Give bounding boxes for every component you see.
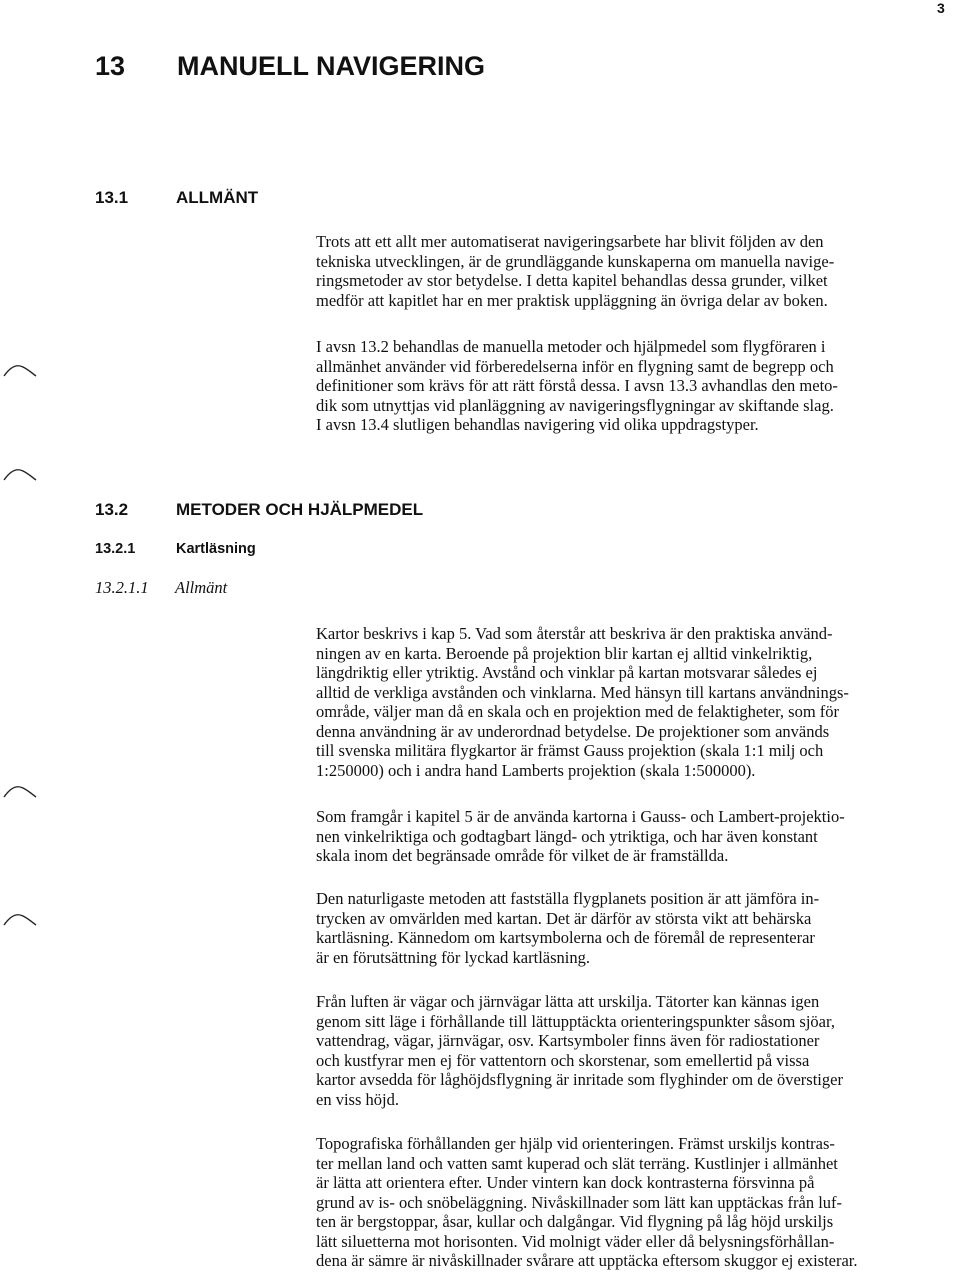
subsubsection-heading-13-2-1-1 <box>95 578 227 598</box>
paragraph <box>316 337 952 435</box>
section-heading-13-1 <box>95 188 258 208</box>
text-line: 1:250000) och i andra hand Lamberts projektion (skala 1:500000). <box>316 760 756 780</box>
paragraph <box>316 1134 952 1271</box>
section-number: 13.2 <box>95 500 129 519</box>
text-line: trycken av omvärlden med kartan. Det är därför av största vikt att behärska <box>316 908 812 928</box>
text-line: vattendrag, vägar, järnvägar, osv. Kartsymboler finns även för radiostationer <box>316 1031 820 1050</box>
margin-scan-mark <box>3 784 37 798</box>
text-line: dena är sämre är nivåskillnader svårare att upptäcka eftersom skuggor ej existerar. <box>316 1251 858 1270</box>
paragraph <box>316 889 952 967</box>
text-line: medför att kapitlet har en mer praktisk uppläggning än övriga delar av boken. <box>316 290 828 310</box>
text-line: denna användning är av underordnad betydelse. De projektioner som används <box>316 721 830 741</box>
text-line: tekniska utvecklingen, är de grundläggande kunskaperna om manuella navige- <box>316 251 835 271</box>
text-line: är en förutsättning för lyckad kartläsning. <box>316 947 590 967</box>
text-line: Från luften är vägar och järnvägar lätta att urskilja. Tätorter kan kännas igen <box>316 992 820 1011</box>
text-line: kartläsning. Kännedom om kartsymbolerna och de föremål de representerar <box>316 928 815 947</box>
text-line: definitioner som krävs för att rätt förstå dessa. I avsn 13.3 avhandlas den meto- <box>316 376 838 395</box>
text-line: lätt siluetterna mot horisonten. Vid molnigt väder eller då belysningsförhållan- <box>316 1231 835 1251</box>
text-line: en viss höjd. <box>316 1089 399 1109</box>
text-line: ter mellan land och vatten samt kuperad och slät terräng. Kustlinjer i allmänhet <box>316 1153 838 1173</box>
margin-scan-mark <box>3 363 37 377</box>
text-line: genom sitt läge i förhållande till lättupptäckta orienteringspunkter såsom sjöar, <box>316 1011 835 1031</box>
text-line: I avsn 13.4 slutligen behandlas navigering vid olika uppdragstyper. <box>316 415 759 434</box>
text-line: ringsmetoder av stor betydelse. I detta kapitel behandlas dessa grunder, vilket <box>316 271 828 290</box>
subsubsection-title: Allmänt <box>175 578 228 597</box>
text-line: Topografiska förhållanden ger hjälp vid orienteringen. Främst urskiljs kontras- <box>316 1134 835 1153</box>
text-line: nen vinkelriktiga och godtagbart längd- och ytriktiga, och har även konstant <box>316 826 818 846</box>
margin-scan-mark <box>3 912 37 926</box>
section-title: METODER OCH HJÄLPMEDEL <box>176 500 424 519</box>
text-line: är lätta att orientera efter. Under vintern kan dock kontrasterna försvinna på <box>316 1173 815 1192</box>
page-number: 3 <box>937 0 945 16</box>
text-line: allmänhet använder vid förberedelserna inför en flygning samt de begrepp och <box>316 356 834 376</box>
text-line: alltid de verkliga avstånden och vinklarna. Med hänsyn till kartans användnings- <box>316 682 849 702</box>
text-line: och kustfyrar men ej för vattentorn och skorstenar, som emellertid på vissa <box>316 1050 810 1070</box>
paragraph <box>316 232 952 310</box>
chapter-title: MANUELL NAVIGERING <box>177 51 486 81</box>
text-line: Den naturligaste metoden att fastställa flygplanets position är att jämföra in- <box>316 889 820 908</box>
subsubsection-number: 13.2.1.1 <box>95 578 149 597</box>
paragraph <box>316 624 952 780</box>
text-line: till svenska militära flygkartor är främst Gauss projektion (skala 1:1 milj och <box>316 741 824 760</box>
text-line: ten är bergstoppar, åsar, kullar och dalgångar. Vid flygning på låg höjd urskiljs <box>316 1212 834 1231</box>
margin-scan-mark <box>3 467 37 481</box>
text-line: Som framgår i kapitel 5 är de använda kartorna i Gauss- och Lambert-projektio- <box>316 807 845 826</box>
section-number: 13.1 <box>95 188 129 207</box>
text-line: I avsn 13.2 behandlas de manuella metoder och hjälpmedel som flygföraren i <box>316 337 826 356</box>
paragraph <box>316 992 952 1109</box>
text-line: skala inom det begränsade område för vilket de är framställda. <box>316 846 729 865</box>
subsection-number: 13.2.1 <box>95 541 136 557</box>
text-line: område, väljer man då en skala och en projektion med de felaktigheter, som för <box>316 702 840 721</box>
text-line: Trots att ett allt mer automatiserat navigeringsarbete har blivit följden av den <box>316 232 824 251</box>
text-line: kartor avsedda för låghöjdsflygning är inritade som flyghinder om de överstiger <box>316 1070 843 1089</box>
section-heading-13-2 <box>95 500 423 520</box>
chapter-number: 13 <box>95 51 126 81</box>
section-title: ALLMÄNT <box>176 188 259 207</box>
text-line: Kartor beskrivs i kap 5. Vad som återstår att beskriva är den praktiska använd- <box>316 624 833 643</box>
subsection-title: Kartläsning <box>176 541 256 557</box>
text-line: grund av is- och snöbeläggning. Nivåskillnader som lätt kan upptäckas från luf- <box>316 1192 843 1212</box>
text-line: längdriktig eller ytriktig. Avstånd och vinklar på kartan motsvarar således ej <box>316 663 818 682</box>
chapter-heading <box>95 51 485 82</box>
subsection-heading-13-2-1 <box>95 541 256 557</box>
text-line: ningen av en karta. Beroende på projektion blir kartan ej alltid vinkelriktig, <box>316 643 813 663</box>
text-line: dik som utnyttjas vid planläggning av navigeringsflygningar av skiftande slag. <box>316 395 834 415</box>
paragraph <box>316 807 952 866</box>
